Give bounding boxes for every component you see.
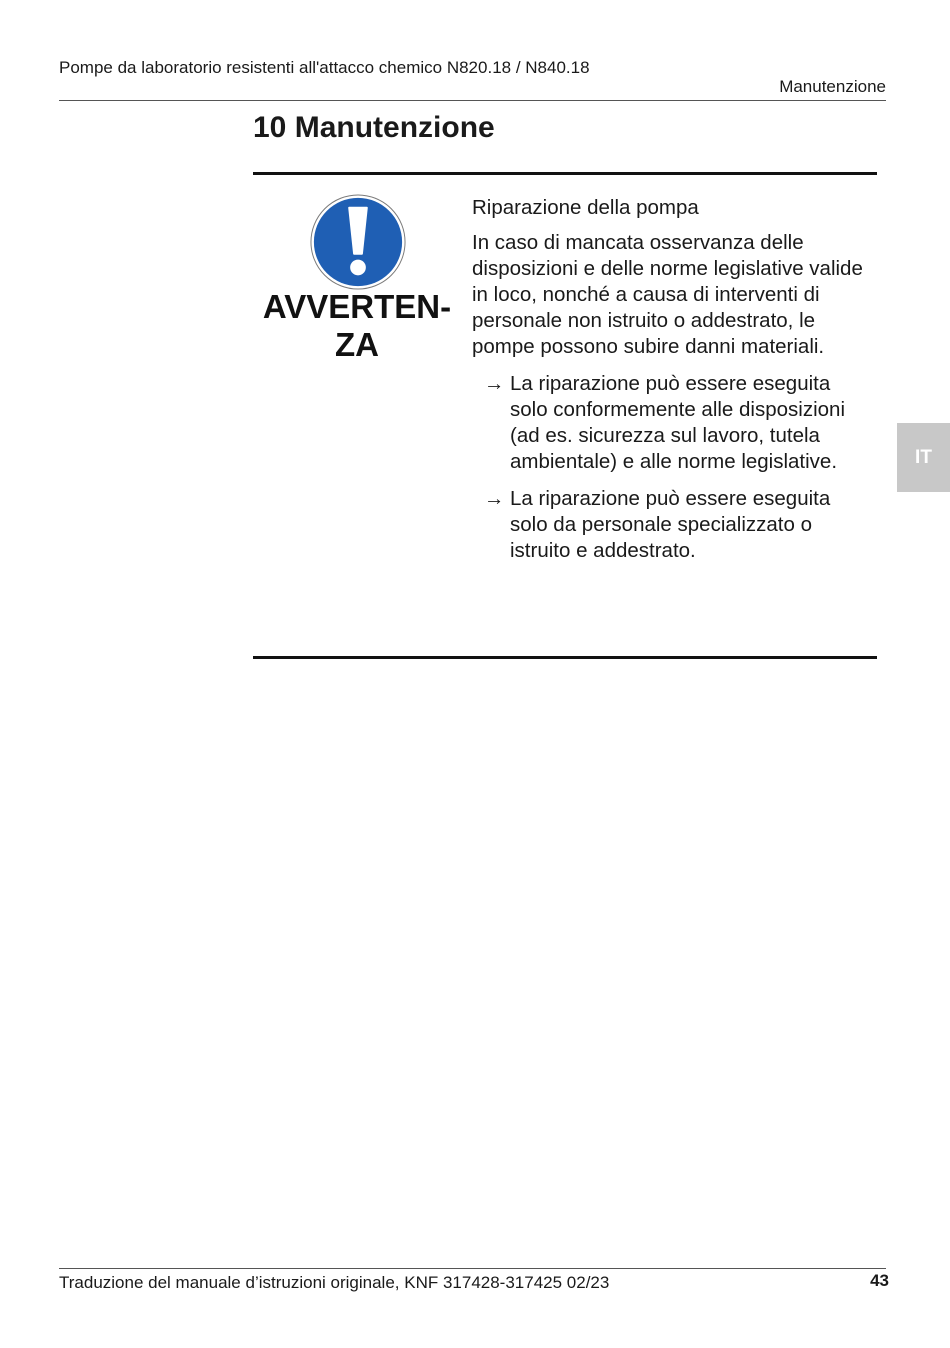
- header-section-name: Manutenzione: [779, 77, 886, 96]
- mandatory-instruction-icon: [309, 193, 407, 291]
- warning-description: In caso di mancata osservanza delle disposizioni e delle norme legislative valide in loco, nonché a causa di interventi di personale non istruito o addestrato, le pompe possono subire danni materiali.: [472, 231, 863, 358]
- warning-top-divider: [253, 172, 877, 175]
- language-tab: [897, 423, 950, 492]
- footer-document-reference: Traduzione del manuale d’istruzioni originale, KNF 317428-317425 02/23: [59, 1273, 610, 1292]
- arrow-right-icon: →: [484, 487, 505, 510]
- chapter-title: 10 Manutenzione: [253, 111, 495, 144]
- warning-bottom-divider: [253, 656, 877, 659]
- header-document-title: Pompe da laboratorio resistenti all'attacco chemico N820.18 / N840.18: [59, 58, 590, 77]
- warning-content: [472, 195, 872, 575]
- warning-signal-word: [259, 288, 455, 364]
- page-number: 43: [870, 1271, 889, 1290]
- warning-heading: Riparazione della pompa: [472, 196, 699, 219]
- action-item: [484, 371, 872, 475]
- action-text: La riparazione può essere eseguita solo da personale specializzato o istruito e addestrato.: [510, 487, 831, 562]
- action-text: La riparazione può essere eseguita solo conformemente alle disposizioni (ad es. sicurezza sul lavoro, tutela ambientale) e alle norme legislative.: [510, 372, 846, 473]
- arrow-right-icon: →: [484, 372, 505, 395]
- action-list: [472, 371, 872, 564]
- action-item: [484, 486, 872, 564]
- language-tab-label: IT: [915, 446, 932, 468]
- footer-divider: [59, 1268, 886, 1269]
- header-divider: [59, 100, 886, 101]
- warning-signal-word-text: AVVERTEN- ZA: [262, 288, 452, 363]
